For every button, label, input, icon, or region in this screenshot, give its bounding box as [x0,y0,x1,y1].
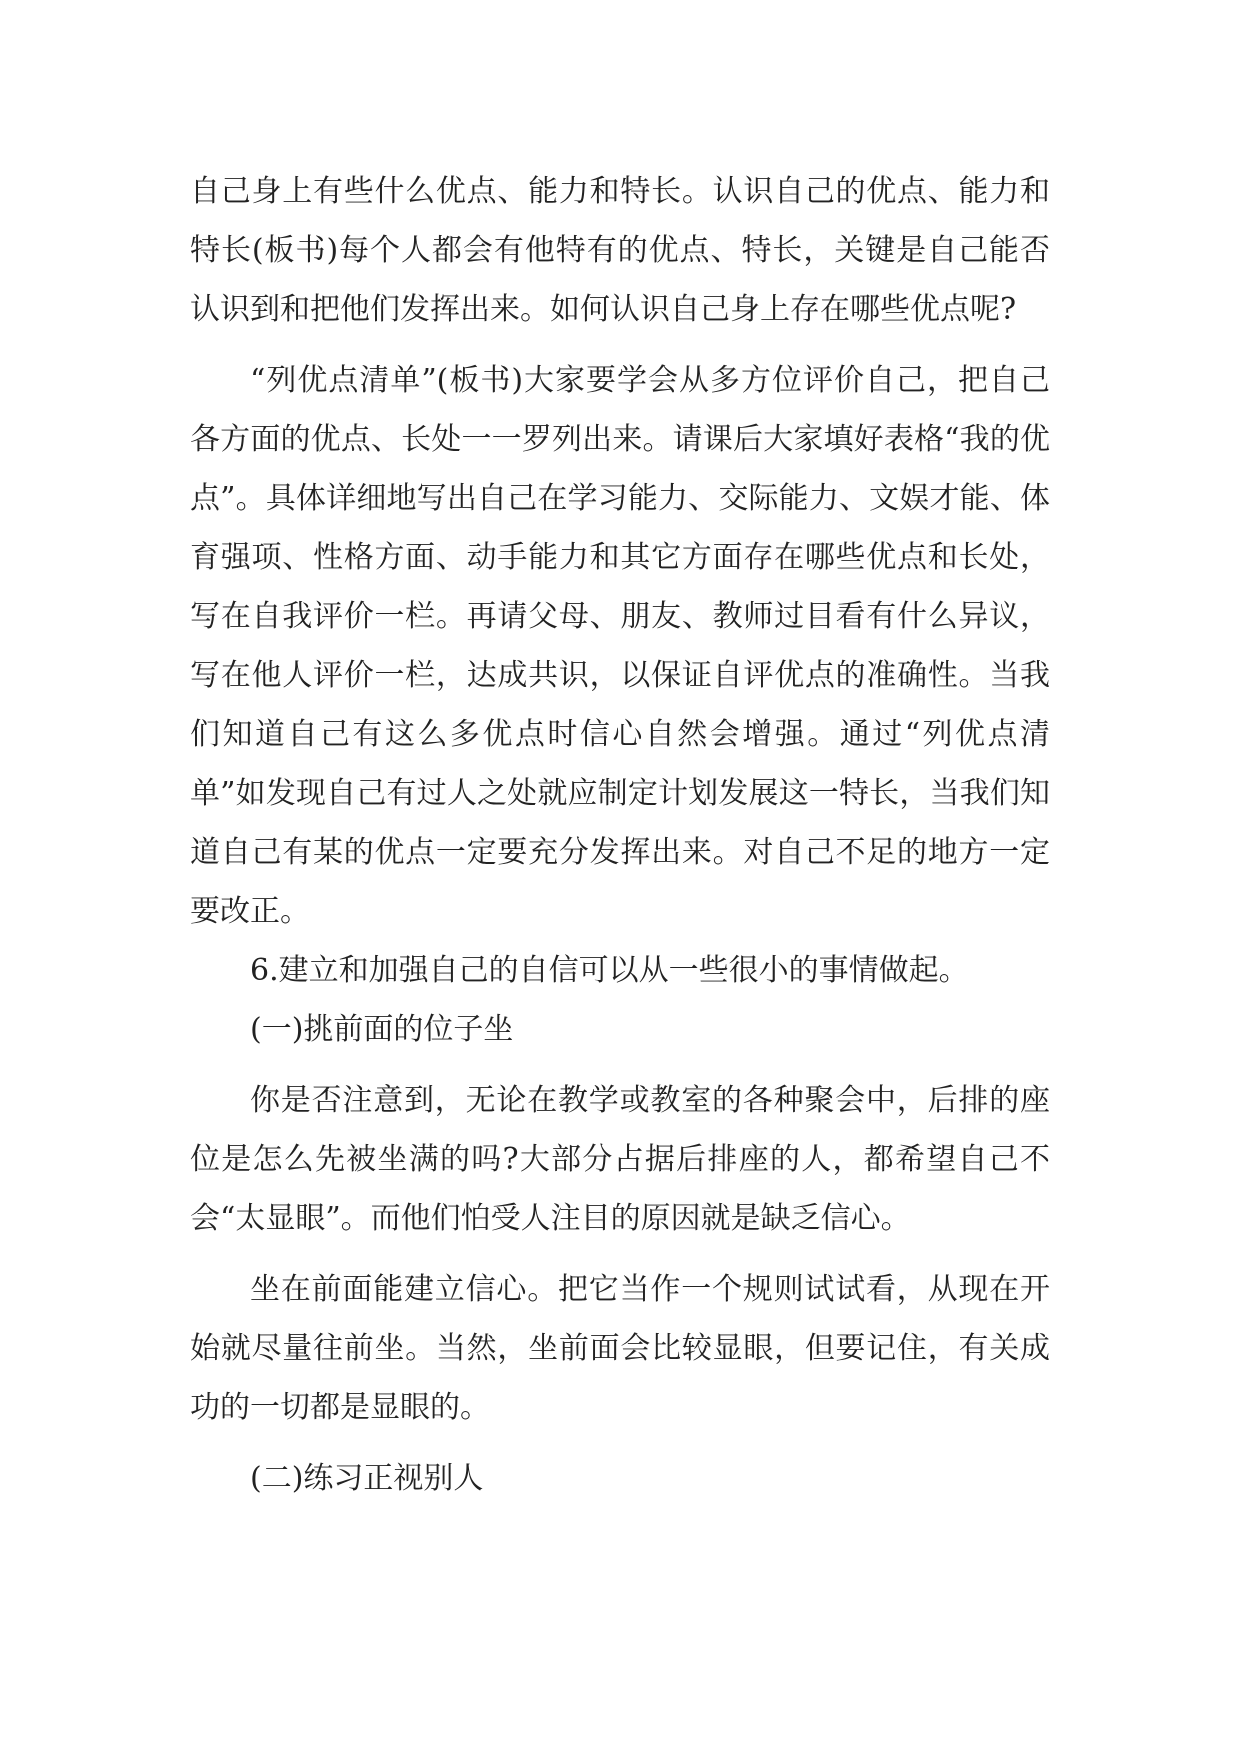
paragraph-point-six: 6.建立和加强自己的自信可以从一些很小的事情做起。 [250,953,969,988]
section-heading-front-seat: (一)挑前面的位子坐 [250,1012,514,1047]
paragraph-front-seat-observation: 你是否注意到，无论在教学或教室的各种聚会中，后排的座位是怎么先被坐满的吗?大部分占据后排座的人，都希望自己不会“太显眼”。而他们怕受人注目的原因就是缺乏信心。 [190,1083,1050,1236]
paragraph-strengths-intro: 自己身上有些什么优点、能力和特长。认识自己的优点、能力和特长(板书)每个人都会有他特有的优点、特长，关键是自己能否认识到和把他们发挥出来。如何认识自己身上存在哪些优点呢? [190,174,1050,327]
document-body [190,162,1050,1508]
paragraph-front-seat-advice: 坐在前面能建立信心。把它当作一个规则试试看，从现在开始就尽量往前坐。当然，坐前面会比较显眼，但要记住，有关成功的一切都是显眼的。 [190,1272,1050,1425]
section-heading-eye-contact: (二)练习正视别人 [250,1461,484,1496]
paragraph-strengths-list: “列优点清单”(板书)大家要学会从多方位评价自己，把自己各方面的优点、长处一一罗列出来。请课后大家填好表格“我的优点”。具体详细地写出自己在学习能力、交际能力、文娱才能、体育强项、性格方面、动手能力和其它方面存在哪些优点和长处，写在自我评价一栏。再请父母、朋友、教师过目看有什么异议，写在他人评价一栏，达成共识，以保证自评优点的准确性。当我们知道自己有这么多优点时信心自然会增强。通过“列优点清单”如发现自己有过人之处就应制定计划发展这一特长，当我们知道自己有某的优点一定要充分发挥出来。对自己不足的地方一定要改正。 [190,363,1050,929]
